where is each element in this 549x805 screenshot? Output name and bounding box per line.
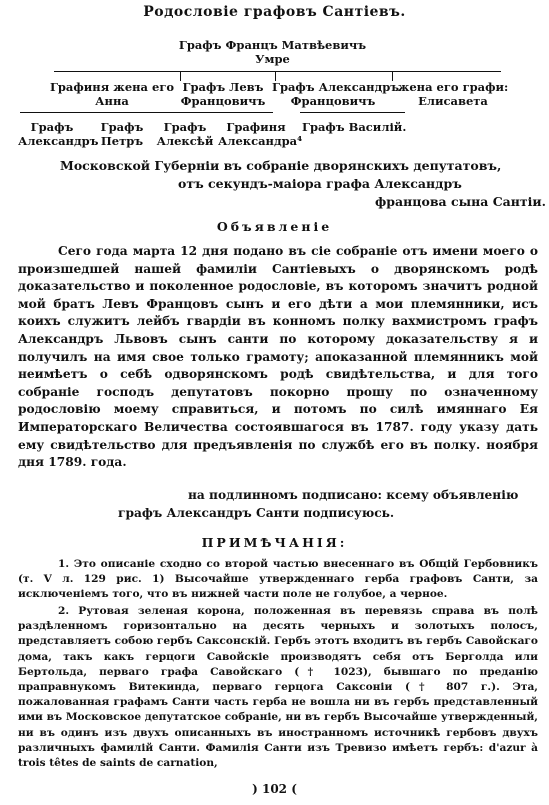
announcement-title: Объявленіе — [216, 219, 333, 234]
tree-node-petr: Графъ Петръ — [100, 120, 144, 148]
tree-node-alexander: Графъ Александръ Францовичъ — [272, 80, 400, 108]
address-line-1: Московской Губерніи въ собраніе дворянскихъ депутатовъ, — [60, 158, 502, 173]
announcement-text: Сего года марта 12 дня подано въ сіе собраніе отъ имени моего о произшедшей нашей фамиліи Сантіевыхъ о дворянскомъ родѣ доказательство и поколенное родословіе, въ которомъ значитъ родной мой братъ Левъ Францовъ сынъ и его дѣти а мои племянники, исъ коихъ служитъ лейбъ гвардіи въ конномъ полку вахмистромъ графъ Александръ Львовъ сынъ санти по которому доказательству я и получилъ на имя свое только грамоту; апоказанной племянникъ мой неимѣетъ о себѣ одворянскомъ родѣ свидѣтельства, и для того собраніе господъ депутатовъ покорно прошу по означенному родословію моему справиться, и потомъ по силѣ имяннаго Ея Императорскаго Величества состоявшагося въ 1787. году указу дать ему свидѣтельство для предъявленія по службѣ его въ полку. ноября дня 1789. года. — [18, 244, 538, 470]
tree-root-name: Графъ Францъ Матвѣевичъ — [178, 38, 367, 52]
address-line-2: отъ секундъ-маіора графа Александръ — [178, 176, 462, 191]
tree-node-aleksei: Графъ Алексѣй — [156, 120, 214, 148]
tree-node-elisaveta: жена его графи: Елисавета — [397, 80, 509, 108]
tree-node-lev: Графъ Левъ Францовичъ — [180, 80, 266, 108]
tree-connector-gen2 — [54, 71, 501, 72]
tree-node-alexander-jr: Графъ Александръ — [18, 120, 99, 148]
note-2: 2. Рутовая зеленая корона, положенная въ перевязь справа въ полѣ раздѣленномъ горизонтально на десять черныхъ и золотыхъ полосъ, представляетъ собою гербъ Саксонскій. Гербъ этотъ входитъ въ гербъ Савойскаго дома, такъ какъ герцоги Савойскіе производятъ себя отъ Берголда или Бертольда, перваго графа Савойскаго († 1023), бывшаго по преданію праправнукомъ Витекинда, перваго герцога Саксоніи († 807 г.). Эта, пожалованная графамъ Санти часть герба не вошла ни въ гербъ представленный ими въ Московское депутатское собраніе, ни въ гербъ Высочайше утвержденный, ни въ одинъ изъ двухъ описанныхъ въ иностранномъ источникѣ гербовъ двухъ различныхъ фамилій Санти. Фамилія Санти изъ Тревизо имѣетъ гербъ: d'azur à trois têtes de saints de carnation, — [18, 605, 538, 770]
tree-node-aleksandra: Графиня Александра⁴ — [218, 120, 303, 148]
tree-node-anna: Графиня жена его Анна — [49, 80, 175, 108]
signature-line-2: графъ Александръ Санти подписуюсь. — [118, 506, 395, 520]
signature-line-1: на подлинномъ подписано: ксему объявленію — [188, 488, 519, 502]
tree-connector-gen3-right — [300, 112, 405, 113]
page-title: Родословіе графовъ Сантіевъ. — [143, 4, 406, 20]
address-line-3: францова сына Сантіи. — [375, 194, 547, 209]
tree-connector-gen3-left — [20, 112, 273, 113]
note-1: 1. Это описаніе сходно со второй частью внесеннаго въ Общій Гербовникъ (т. V л. 129 рис. 1) Высочайше утвержденнаго герба графовъ Санти, за исключеніемъ того, что въ нижней части поле не голубое, а черное. — [18, 558, 538, 601]
notes-title: ПРИМѢЧАНІЯ: — [201, 535, 348, 550]
tree-root-note: Умре — [255, 52, 290, 66]
page-number: ) 102 ( — [252, 782, 297, 796]
tree-root — [170, 38, 375, 66]
tree-node-vasilii: Графъ Василій. — [302, 120, 407, 134]
